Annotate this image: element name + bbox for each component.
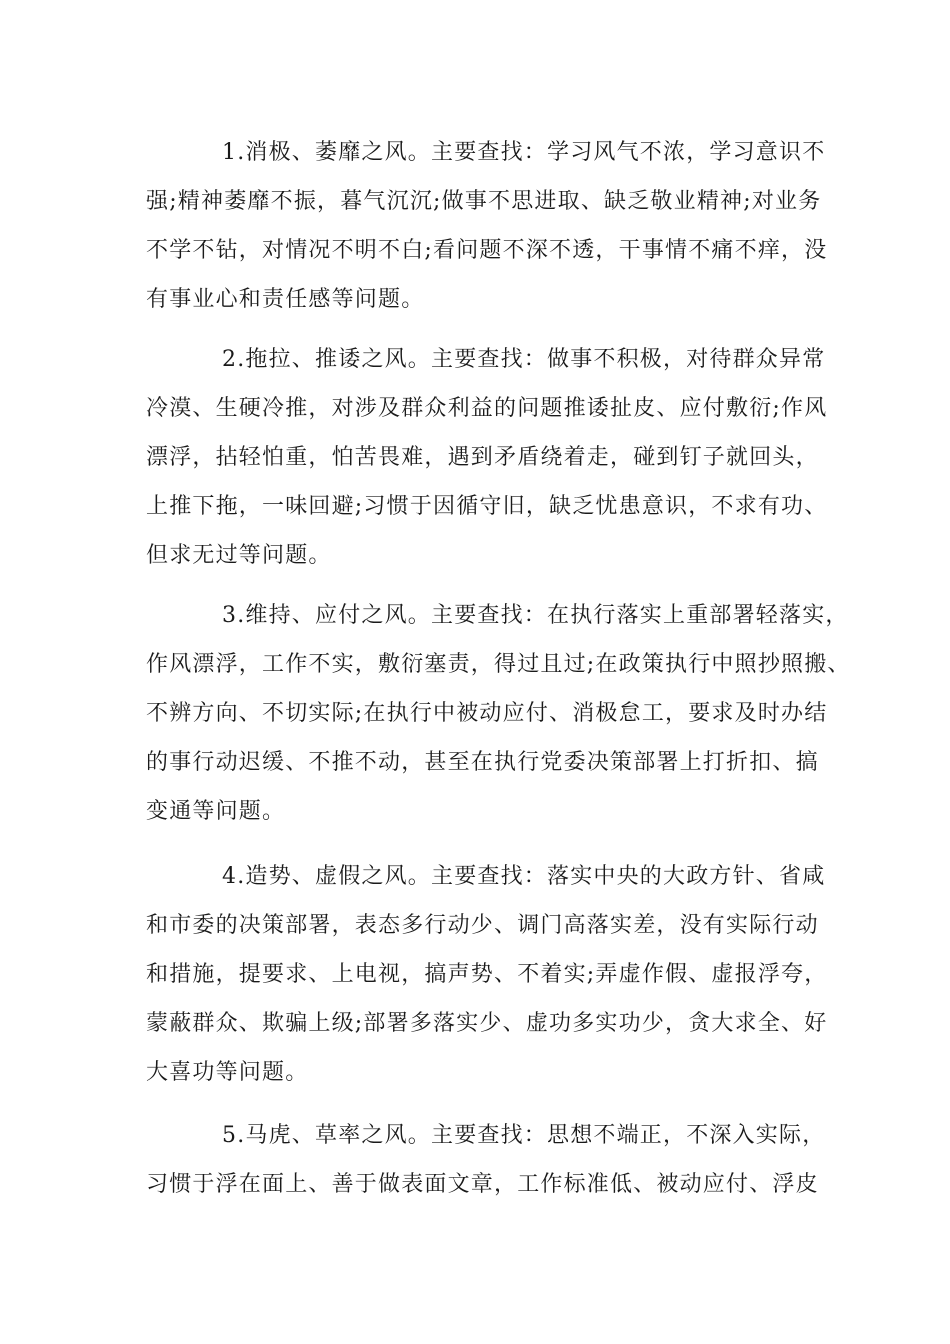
paragraph-4-line-5: 大喜功等问题。: [146, 1060, 309, 1085]
paragraph-4-line-1: 4.造势、虚假之风。主要查找：落实中央的大政方针、省咸: [222, 864, 826, 889]
paragraph-3-line-3: 不辨方向、不切实际;在执行中被动应付、消极怠工，要求及时办结: [146, 701, 828, 726]
paragraph-1-line-3: 不学不钻，对情况不明不白;看问题不深不透，干事情不痛不痒，没: [146, 238, 828, 263]
paragraph-5-line-1: 5.马虎、草率之风。主要查找：思想不端正，不深入实际，: [222, 1123, 826, 1148]
paragraph-3-line-4: 的事行动迟缓、不推不动，甚至在执行党委决策部署上打折扣、搞: [146, 750, 819, 775]
paragraph-2-line-2: 冷漠、生硬冷推，对涉及群众利益的问题推诿扯皮、应付敷衍;作风: [146, 396, 828, 421]
paragraph-2-line-1: 2.拖拉、推诿之风。主要查找：做事不积极，对待群众异常: [222, 347, 826, 372]
paragraph-1-line-4: 有事业心和责任感等问题。: [146, 287, 425, 312]
paragraph-3-line-2: 作风漂浮，工作不实，敷衍塞责，得过且过;在政策执行中照抄照搬、: [146, 652, 851, 677]
paragraph-1-line-2: 强;精神萎靡不振，暮气沉沉;做事不思进取、缺乏敬业精神;对业务: [146, 189, 822, 214]
paragraph-4-line-3: 和措施，提要求、上电视，搞声势、不着实;弄虚作假、虚报浮夸，: [146, 962, 828, 987]
paragraph-2-line-3: 漂浮，拈轻怕重，怕苦畏难，遇到矛盾绕着走，碰到钉子就回头，: [146, 445, 819, 470]
paragraph-3-line-5: 变通等问题。: [146, 799, 286, 824]
paragraph-4-line-2: 和市委的决策部署，表态多行动少、调门高落实差，没有实际行动: [146, 913, 819, 938]
paragraph-2-line-4: 上推下拖，一味回避;习惯于因循守旧，缺乏忧患意识，不求有功、: [146, 494, 828, 519]
paragraph-2-line-5: 但求无过等问题。: [146, 543, 332, 568]
paragraph-1-line-1: 1.消极、萎靡之风。主要查找：学习风气不浓，学习意识不: [222, 140, 826, 165]
paragraph-5-line-2: 习惯于浮在面上、善于做表面文章，工作标准低、被动应付、浮皮: [146, 1172, 819, 1197]
paragraph-3-line-1: 3.维持、应付之风。主要查找：在执行落实上重部署轻落实，: [222, 603, 849, 628]
paragraph-4-line-4: 蒙蔽群众、欺骗上级;部署多落实少、虚功多实功少，贪大求全、好: [146, 1011, 828, 1036]
